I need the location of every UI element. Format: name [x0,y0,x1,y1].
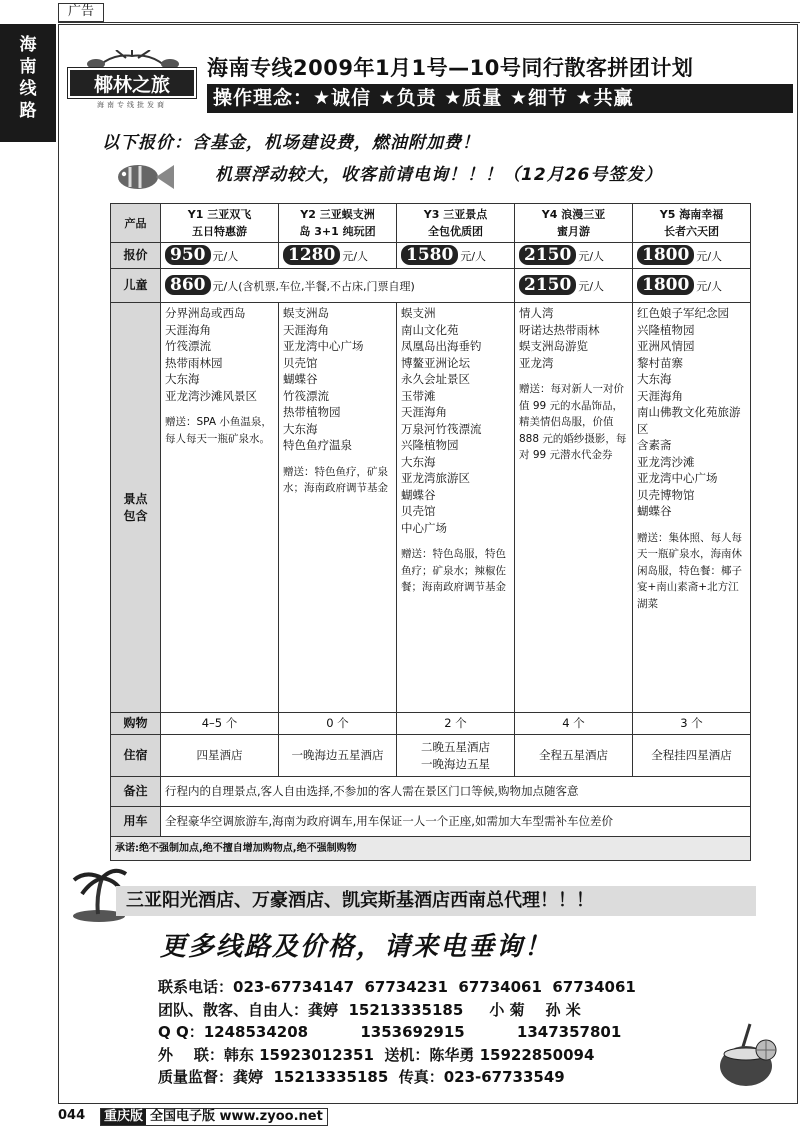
price-cell [397,243,515,269]
price-value: 1580 [401,245,458,265]
contact-block [158,976,636,1089]
shopping-row [111,713,751,735]
child-label: 儿童 [111,269,161,303]
contact-group: 团队、散客、自由人：龚婷 15213335185 小 菊 孙 米 [158,1000,581,1019]
child-price-unit: 元/人 [578,279,605,293]
page-number: 044 [58,1108,86,1123]
car-row [111,807,751,837]
site-item: 凤凰岛出海垂钓 [401,339,482,353]
shopping-count: 4 个 [515,713,633,735]
price-unit: 元/人 [460,249,487,263]
price-unit: 元/人 [696,249,723,263]
site-item: 热带植物园 [283,405,341,419]
site-item: 含素斋 [637,438,672,452]
price-value: 950 [165,245,211,265]
product-name: Y3 三亚景点 全包优质团 [397,204,515,243]
site-item: 黎村苗寨 [637,355,683,370]
site-item: 南山文化苑 [401,322,459,337]
shopping-count: 0 个 [279,713,397,735]
site-item: 中心广场 [401,520,447,535]
child-price-unit: 元/人 [696,279,723,293]
price-cell [633,243,751,269]
site-item: 亚洲风情园 [637,339,695,353]
child-price-row [111,269,751,303]
site-item: 万泉河竹筏漂流 [401,421,482,436]
top-rule [58,22,800,23]
site-item: 贝壳馆 [401,504,436,518]
site-item: 大东海 [637,372,672,386]
price-unit: 元/人 [342,249,369,263]
shopping-count: 2 个 [397,713,515,735]
agent-banner: 三亚阳光酒店、万豪酒店、凯宾斯基酒店西南总代理！！！ [116,886,756,916]
child-price-note: 元/人(含机票,车位,半餐,不占床,门票自理) [212,279,415,293]
remark-row [111,777,751,807]
ticket-note: 机票浮动较大，收客前请电询！！！（12月26号签发） [215,165,663,185]
site-item: 蝴蝶谷 [283,372,318,386]
sites-cell [633,303,751,713]
logo-text: 椰林之旅 [68,68,196,98]
product-label: 产品 [111,204,161,243]
sites-cell [515,303,633,713]
product-name: Y5 海南幸福 长者六天团 [633,204,751,243]
motto-bar: 操作理念：★诚信 ★负责 ★质量 ★细节 ★共赢 [207,84,793,113]
child-price-value: 1800 [637,275,694,295]
gift-note: 赠送：SPA 小鱼温泉，每人每天一瓶矿泉水。 [165,416,272,445]
hotel-cell: 一晚海边五星酒店 [279,735,397,777]
remark-text: 行程内的自理景点,客人自由选择,不参加的客人需在景区门口等候,购物加点随客意 [161,777,751,807]
site-item: 竹筏漂流 [283,388,329,403]
price-row [111,243,751,269]
site-item: 大东海 [283,421,318,436]
logo [62,50,202,110]
contact-quality: 质量监督：龚婷 15213335185 传真：023-67733549 [158,1068,565,1086]
child-price-cell [161,269,515,303]
product-name: Y4 浪漫三亚 蜜月游 [515,204,633,243]
price-unit: 元/人 [212,249,239,263]
site-item: 南山佛教文化苑旅游区 [637,405,741,436]
price-cell [515,243,633,269]
site-item: 特色鱼疗温泉 [283,438,352,452]
child-price-cell [515,269,633,303]
product-row [111,204,751,243]
product-name: Y1 三亚双飞 五日特惠游 [161,204,279,243]
site-item: 蜈支洲 [401,306,436,320]
promise-row [111,837,751,861]
site-item: 贝壳博物馆 [637,487,695,502]
section-tab [0,24,56,142]
section-tab-char: 南 [19,57,37,77]
section-tab-char: 海 [19,35,37,55]
car-label: 用车 [111,807,161,837]
site-item: 大东海 [401,454,436,469]
hotel-label: 住宿 [111,735,161,777]
site-item: 热带雨林园 [165,355,223,370]
sites-row [111,303,751,713]
site-item: 亚龙湾旅游区 [401,471,470,485]
product-name: Y2 三亚蜈支洲 岛 3+1 纯玩团 [279,204,397,243]
shopping-count: 4–5 个 [161,713,279,735]
contact-phone: 联系电话：023-67734147 67734231 67734061 67734061 [158,978,636,996]
gift-note: 赠送：特色鱼疗，矿泉水；海南政府调节基金 [283,465,388,494]
hotel-row [111,735,751,777]
promise-text: 承诺:绝不强制加点,绝不擅自增加购物点,绝不强制购物 [111,837,751,861]
site-item: 竹筏漂流 [165,339,211,353]
site-item: 天涯海角 [165,322,211,337]
price-label: 报价 [111,243,161,269]
site-item: 兴隆植物园 [637,322,695,337]
child-price-value: 860 [165,275,211,295]
site-item: 亚龙湾沙滩风景区 [165,388,257,403]
website-link[interactable]: 全国电子版 www.zyoo.net [150,1109,323,1124]
price-value: 1280 [283,245,340,265]
site-item: 蝴蝶谷 [637,504,672,518]
sites-cell [397,303,515,713]
site-item: 亚龙湾中心广场 [283,339,364,353]
section-tab-char: 线 [19,79,37,99]
site-item: 大东海 [165,372,200,386]
child-price-value: 2150 [519,275,576,295]
site-item: 蝴蝶谷 [401,487,436,502]
site-item: 分界洲岛或西岛 [165,306,246,320]
logo-subtitle: 海南专线批发商 [97,101,167,109]
site-item: 天涯海角 [401,405,447,419]
car-text: 全程豪华空调旅游车,海南为政府调车,用车保证一人一个正座,如需加大车型需补车位差价 [161,807,751,837]
more-routes-heading: 更多线路及价格，请来电垂询！ [160,932,553,962]
edition-label: 重庆版 [101,1109,146,1125]
sites-cell [161,303,279,713]
site-item: 贝壳馆 [283,355,318,370]
site-item: 玉带滩 [401,388,436,403]
site-item: 红色娘子军纪念园 [637,306,729,320]
coconut-drink-icon [712,1020,782,1090]
gift-note: 赠送：集体照、每人每天一瓶矿泉水，海南休闲岛服，特色餐：椰子宴+南山素斋+北方江湖菜 [637,531,742,610]
shopping-label: 购物 [111,713,161,735]
tropical-fish-icon [108,155,188,197]
sites-label: 景点 包含 [111,303,161,713]
child-price-cell [633,269,751,303]
contact-qq: Q Q：1248534208 1353692915 1347357801 [158,1023,622,1041]
gift-note: 赠送：特色岛服，特色鱼疗；矿泉水；辣椒佐餐；海南政府调节基金 [401,548,506,593]
price-cell [279,243,397,269]
price-unit: 元/人 [578,249,605,263]
hotel-cell: 四星酒店 [161,735,279,777]
remark-label: 备注 [111,777,161,807]
footer-bar [100,1108,328,1126]
site-item: 天涯海角 [637,388,683,403]
site-item: 亚龙湾中心广场 [637,471,718,485]
shopping-count: 3 个 [633,713,751,735]
site-item: 兴隆植物园 [401,438,459,452]
site-item: 情人湾 [519,306,554,320]
site-item: 呀诺达热带雨林 [519,322,600,337]
site-item: 亚龙湾沙滩 [637,454,695,469]
site-item: 亚龙湾 [519,355,554,370]
section-tab-char: 路 [19,101,37,121]
ad-tag: 广告 [58,3,104,22]
hotel-cell: 二晚五星酒店 一晚海边五星 [397,735,515,777]
site-item: 永久会址景区 [401,372,470,386]
contact-liaison: 外 联：韩东 15923012351 送机：陈华勇 15922850094 [158,1045,595,1064]
page-title: 海南专线2009年1月1号—10号同行散客拼团计划 [207,56,694,80]
sites-cell [279,303,397,713]
hotel-cell: 全程五星酒店 [515,735,633,777]
price-note: 以下报价：含基金，机场建设费，燃油附加费！ [102,133,480,153]
hotel-cell: 全程挂四星酒店 [633,735,751,777]
tour-plan-table [110,203,751,861]
site-item: 蜈支洲岛游览 [519,339,588,353]
site-item: 蜈支洲岛 [283,306,329,320]
gift-note: 赠送：每对新人一对价值 99 元的水晶饰品，精美情侣岛服，价值 888 元的婚纱摄影，每对 99 元潜水代金券 [519,383,627,461]
price-cell [161,243,279,269]
site-item: 博鳌亚洲论坛 [401,355,470,370]
site-item: 天涯海角 [283,322,329,337]
price-value: 2150 [519,245,576,265]
price-value: 1800 [637,245,694,265]
